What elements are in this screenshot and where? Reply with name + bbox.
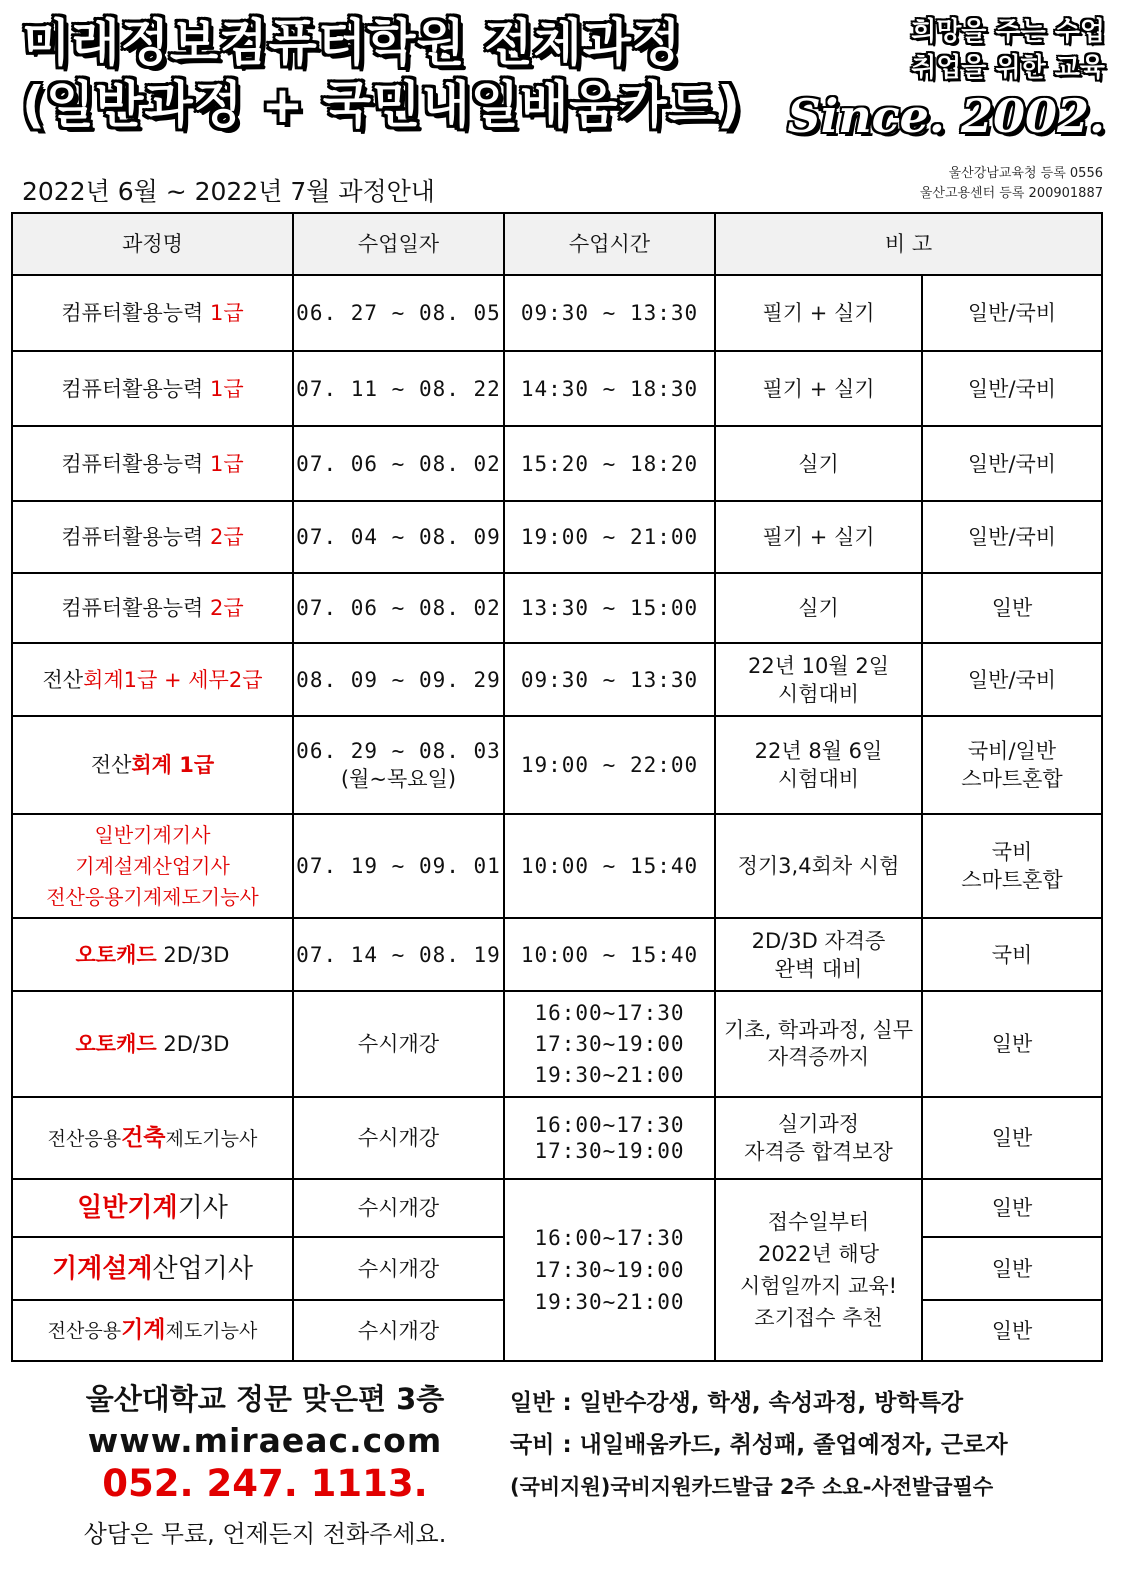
- course-name: [12, 426, 293, 501]
- course-time-line: 19:30~21:00: [534, 1290, 685, 1314]
- course-note: [715, 716, 922, 814]
- table-row: [12, 716, 1102, 814]
- course-type: 일반: [922, 1237, 1102, 1300]
- course-name-text: 제도기능사: [165, 1320, 258, 1342]
- course-type: 일반: [922, 991, 1102, 1097]
- course-days: (월~목요일): [340, 767, 457, 791]
- course-name-text: 컴퓨터활용능력: [61, 596, 211, 620]
- header-dates: 수업일자: [293, 213, 504, 275]
- course-name-text: 제도기능사: [165, 1127, 258, 1150]
- course-type: 일반/국비: [922, 501, 1102, 573]
- course-time: 10:00 ~ 15:40: [504, 918, 715, 991]
- table-header-row: [12, 213, 1102, 275]
- page-title-line2: (일반과정 + 국민내일배움카드): [22, 76, 742, 134]
- course-time-line: 17:30~19:00: [534, 1258, 685, 1282]
- course-time-line: 19:30~21:00: [534, 1062, 685, 1087]
- course-level: 2급: [210, 525, 244, 549]
- course-type-line: 스마트혼합: [961, 868, 1063, 892]
- course-name-text: 컴퓨터활용능력: [61, 525, 211, 549]
- course-name-text: 전산: [90, 753, 132, 777]
- course-note: 필기 + 실기: [715, 501, 922, 573]
- course-time: 15:20 ~ 18:20: [504, 426, 715, 501]
- course-dates: 수시개강: [293, 1097, 504, 1179]
- course-note: 필기 + 실기: [715, 351, 922, 426]
- slogan-line2: 취업을 위한 교육: [911, 53, 1105, 83]
- course-type: 일반/국비: [922, 275, 1102, 351]
- website-link[interactable]: www.miraeac.com: [87, 1421, 443, 1460]
- course-name-line: 일반기계기사: [94, 822, 211, 847]
- course-name-text: 전산응용: [47, 1320, 122, 1342]
- registration-line2: 울산고용센터 등록 200901887: [919, 186, 1103, 201]
- course-note: 필기 + 실기: [715, 275, 922, 351]
- course-name-line: 전산응용기계제도기능사: [46, 884, 259, 909]
- course-name: [12, 1097, 293, 1179]
- course-name: [12, 716, 293, 814]
- course-name-text: 기사: [177, 1193, 228, 1223]
- contact-block: [30, 1378, 500, 1554]
- course-name: [12, 1300, 293, 1361]
- course-name: [12, 643, 293, 716]
- course-note-line: 접수일부터: [767, 1210, 870, 1234]
- course-dates: 수시개강: [293, 1300, 504, 1361]
- course-note-line: 시험대비: [777, 767, 860, 791]
- course-note-line: 2022년 해당: [758, 1242, 879, 1266]
- course-dates: 07. 11 ~ 08. 22: [293, 351, 504, 426]
- table-row: [12, 426, 1102, 501]
- course-level: 2D/3D: [156, 1032, 230, 1056]
- course-name-text: 컴퓨터활용능력: [61, 301, 211, 325]
- consult-note: 상담은 무료, 언제든지 전화주세요.: [83, 1520, 447, 1548]
- course-dates: 07. 06 ~ 08. 02: [293, 573, 504, 643]
- address: 울산대학교 정문 맞은편 3층: [85, 1382, 445, 1416]
- course-note-line: 조기접수 추천: [754, 1306, 883, 1330]
- course-level: 2D/3D: [156, 942, 230, 967]
- course-time: 09:30 ~ 13:30: [504, 275, 715, 351]
- legend-general: 일반 : 일반수강생, 학생, 속성과정, 방학특강: [510, 1390, 964, 1416]
- course-dates: 07. 14 ~ 08. 19: [293, 918, 504, 991]
- course-type: 일반/국비: [922, 351, 1102, 426]
- course-time-line: 17:30~19:00: [534, 1031, 685, 1056]
- course-time: 09:30 ~ 13:30: [504, 643, 715, 716]
- course-name-text: 산업기사: [152, 1253, 253, 1284]
- table-row: [12, 814, 1102, 918]
- course-note: [715, 643, 922, 716]
- course-time: 14:30 ~ 18:30: [504, 351, 715, 426]
- title-block: [22, 12, 762, 136]
- course-name: [12, 991, 293, 1097]
- course-name-text: 전산: [42, 667, 84, 692]
- course-name-text: 오토캐드: [75, 942, 157, 967]
- course-type: 일반: [922, 1300, 1102, 1361]
- course-type: 일반/국비: [922, 426, 1102, 501]
- course-level: 회계1급 + 세무2급: [83, 667, 263, 692]
- course-type: 일반: [922, 573, 1102, 643]
- course-level: 1급: [210, 451, 244, 476]
- course-note: [715, 991, 922, 1097]
- legend-national: 국비 : 내일배움카드, 취성패, 졸업예정자, 근로자: [510, 1432, 1008, 1458]
- since-year: Since. 2002.: [787, 89, 1105, 143]
- course-period: 2022년 6월 ~ 2022년 7월 과정안내: [22, 177, 435, 206]
- course-type: 국비: [922, 918, 1102, 991]
- course-name-highlight: 기계: [121, 1317, 166, 1343]
- course-type: [922, 814, 1102, 918]
- course-name-text: 전산응용: [47, 1127, 122, 1150]
- table-row: [12, 1179, 1102, 1237]
- merged-course-note: [715, 1179, 922, 1361]
- phone-number[interactable]: 052. 247. 1113.: [102, 1462, 428, 1505]
- course-dates: 06. 27 ~ 08. 05: [293, 275, 504, 351]
- slogan-line1: 희망을 주는 수업: [911, 17, 1105, 47]
- course-time: 13:30 ~ 15:00: [504, 573, 715, 643]
- course-time-line: 16:00~17:30: [534, 1113, 685, 1137]
- course-note-line: 2D/3D 자격증: [751, 928, 886, 953]
- table-row: [12, 918, 1102, 991]
- course-note: [715, 1097, 922, 1179]
- course-table: [11, 212, 1103, 1362]
- course-note-line: 시험일까지 교육!: [739, 1274, 898, 1298]
- course-time: 19:00 ~ 21:00: [504, 501, 715, 573]
- header-course: 과정명: [12, 213, 293, 275]
- legend-block: [510, 1382, 1110, 1508]
- course-level: 1급: [210, 301, 244, 325]
- course-note-line: 시험대비: [777, 681, 860, 706]
- course-type: [922, 716, 1102, 814]
- course-note-line: 자격증까지: [767, 1045, 870, 1069]
- table-row: [12, 501, 1102, 573]
- course-level: 2급: [210, 596, 244, 620]
- course-note-line: 22년 10월 2일: [747, 653, 889, 678]
- course-name-line: 기계설계산업기사: [75, 853, 230, 878]
- course-note: [715, 918, 922, 991]
- course-note-line: 완벽 대비: [774, 956, 863, 981]
- course-dates: 07. 06 ~ 08. 02: [293, 426, 504, 501]
- course-dates: 07. 19 ~ 09. 01: [293, 814, 504, 918]
- course-name-text: 오토캐드: [75, 1032, 157, 1056]
- course-dates-line: 06. 29 ~ 08. 03: [296, 739, 501, 763]
- table-row: [12, 643, 1102, 716]
- course-time: 10:00 ~ 15:40: [504, 814, 715, 918]
- course-level: 1급: [210, 376, 244, 401]
- course-dates: 07. 04 ~ 08. 09: [293, 501, 504, 573]
- course-name: [12, 275, 293, 351]
- table-row: [12, 1097, 1102, 1179]
- course-note-line: 기초, 학과과정, 실무: [724, 1018, 913, 1042]
- course-note-line: 자격증 합격보장: [744, 1140, 893, 1164]
- course-note: 실기: [715, 426, 922, 501]
- course-time: [504, 1097, 715, 1179]
- course-dates: 수시개강: [293, 991, 504, 1097]
- table-row: [12, 275, 1102, 351]
- table-row: [12, 991, 1102, 1097]
- course-time-line: 17:30~19:00: [534, 1139, 685, 1163]
- course-name: [12, 814, 293, 918]
- page-title-line1: 미래정보컴퓨터학원 전체과정: [22, 14, 682, 72]
- course-time-line: 16:00~17:30: [534, 1226, 685, 1250]
- course-type: 일반/국비: [922, 643, 1102, 716]
- course-name: [12, 351, 293, 426]
- registration-info: [920, 164, 1103, 204]
- course-level: 회계 1급: [131, 753, 215, 777]
- course-note: 실기: [715, 573, 922, 643]
- table-row: [12, 573, 1102, 643]
- course-type: 일반: [922, 1179, 1102, 1237]
- course-type-line: 국비: [991, 840, 1033, 864]
- course-time-line: 16:00~17:30: [534, 1000, 685, 1025]
- course-time: 19:00 ~ 22:00: [504, 716, 715, 814]
- course-time: [504, 991, 715, 1097]
- legend-national-support: (국비지원)국비지원카드발급 2주 소요-사전발급필수: [510, 1475, 994, 1499]
- course-name-highlight: 기계설계: [52, 1253, 153, 1284]
- course-dates: 수시개강: [293, 1237, 504, 1300]
- course-name-text: 컴퓨터활용능력: [61, 376, 211, 401]
- course-type: 일반: [922, 1097, 1102, 1179]
- course-note: 정기3,4회차 시험: [715, 814, 922, 918]
- course-dates: 08. 09 ~ 09. 29: [293, 643, 504, 716]
- course-name: [12, 1237, 293, 1300]
- course-type-line: 국비/일반: [967, 739, 1057, 763]
- course-dates: 수시개강: [293, 1179, 504, 1237]
- header-note: 비 고: [715, 213, 1102, 275]
- table-row: [12, 351, 1102, 426]
- course-note-line: 22년 8월 6일: [754, 739, 883, 763]
- header-time: 수업시간: [504, 213, 715, 275]
- registration-line1: 울산강남교육청 등록 0556: [948, 166, 1103, 181]
- course-dates: [293, 716, 504, 814]
- course-name: [12, 918, 293, 991]
- course-name-text: 컴퓨터활용능력: [61, 451, 211, 476]
- course-name: [12, 1179, 293, 1237]
- slogan-block: [788, 14, 1106, 144]
- course-name: [12, 501, 293, 573]
- course-type-line: 스마트혼합: [961, 767, 1063, 791]
- course-name-highlight: 건축: [121, 1124, 166, 1151]
- merged-course-time: [504, 1179, 715, 1361]
- course-note-line: 실기과정: [777, 1112, 860, 1136]
- course-name: [12, 573, 293, 643]
- course-name-highlight: 일반기계: [77, 1193, 178, 1223]
